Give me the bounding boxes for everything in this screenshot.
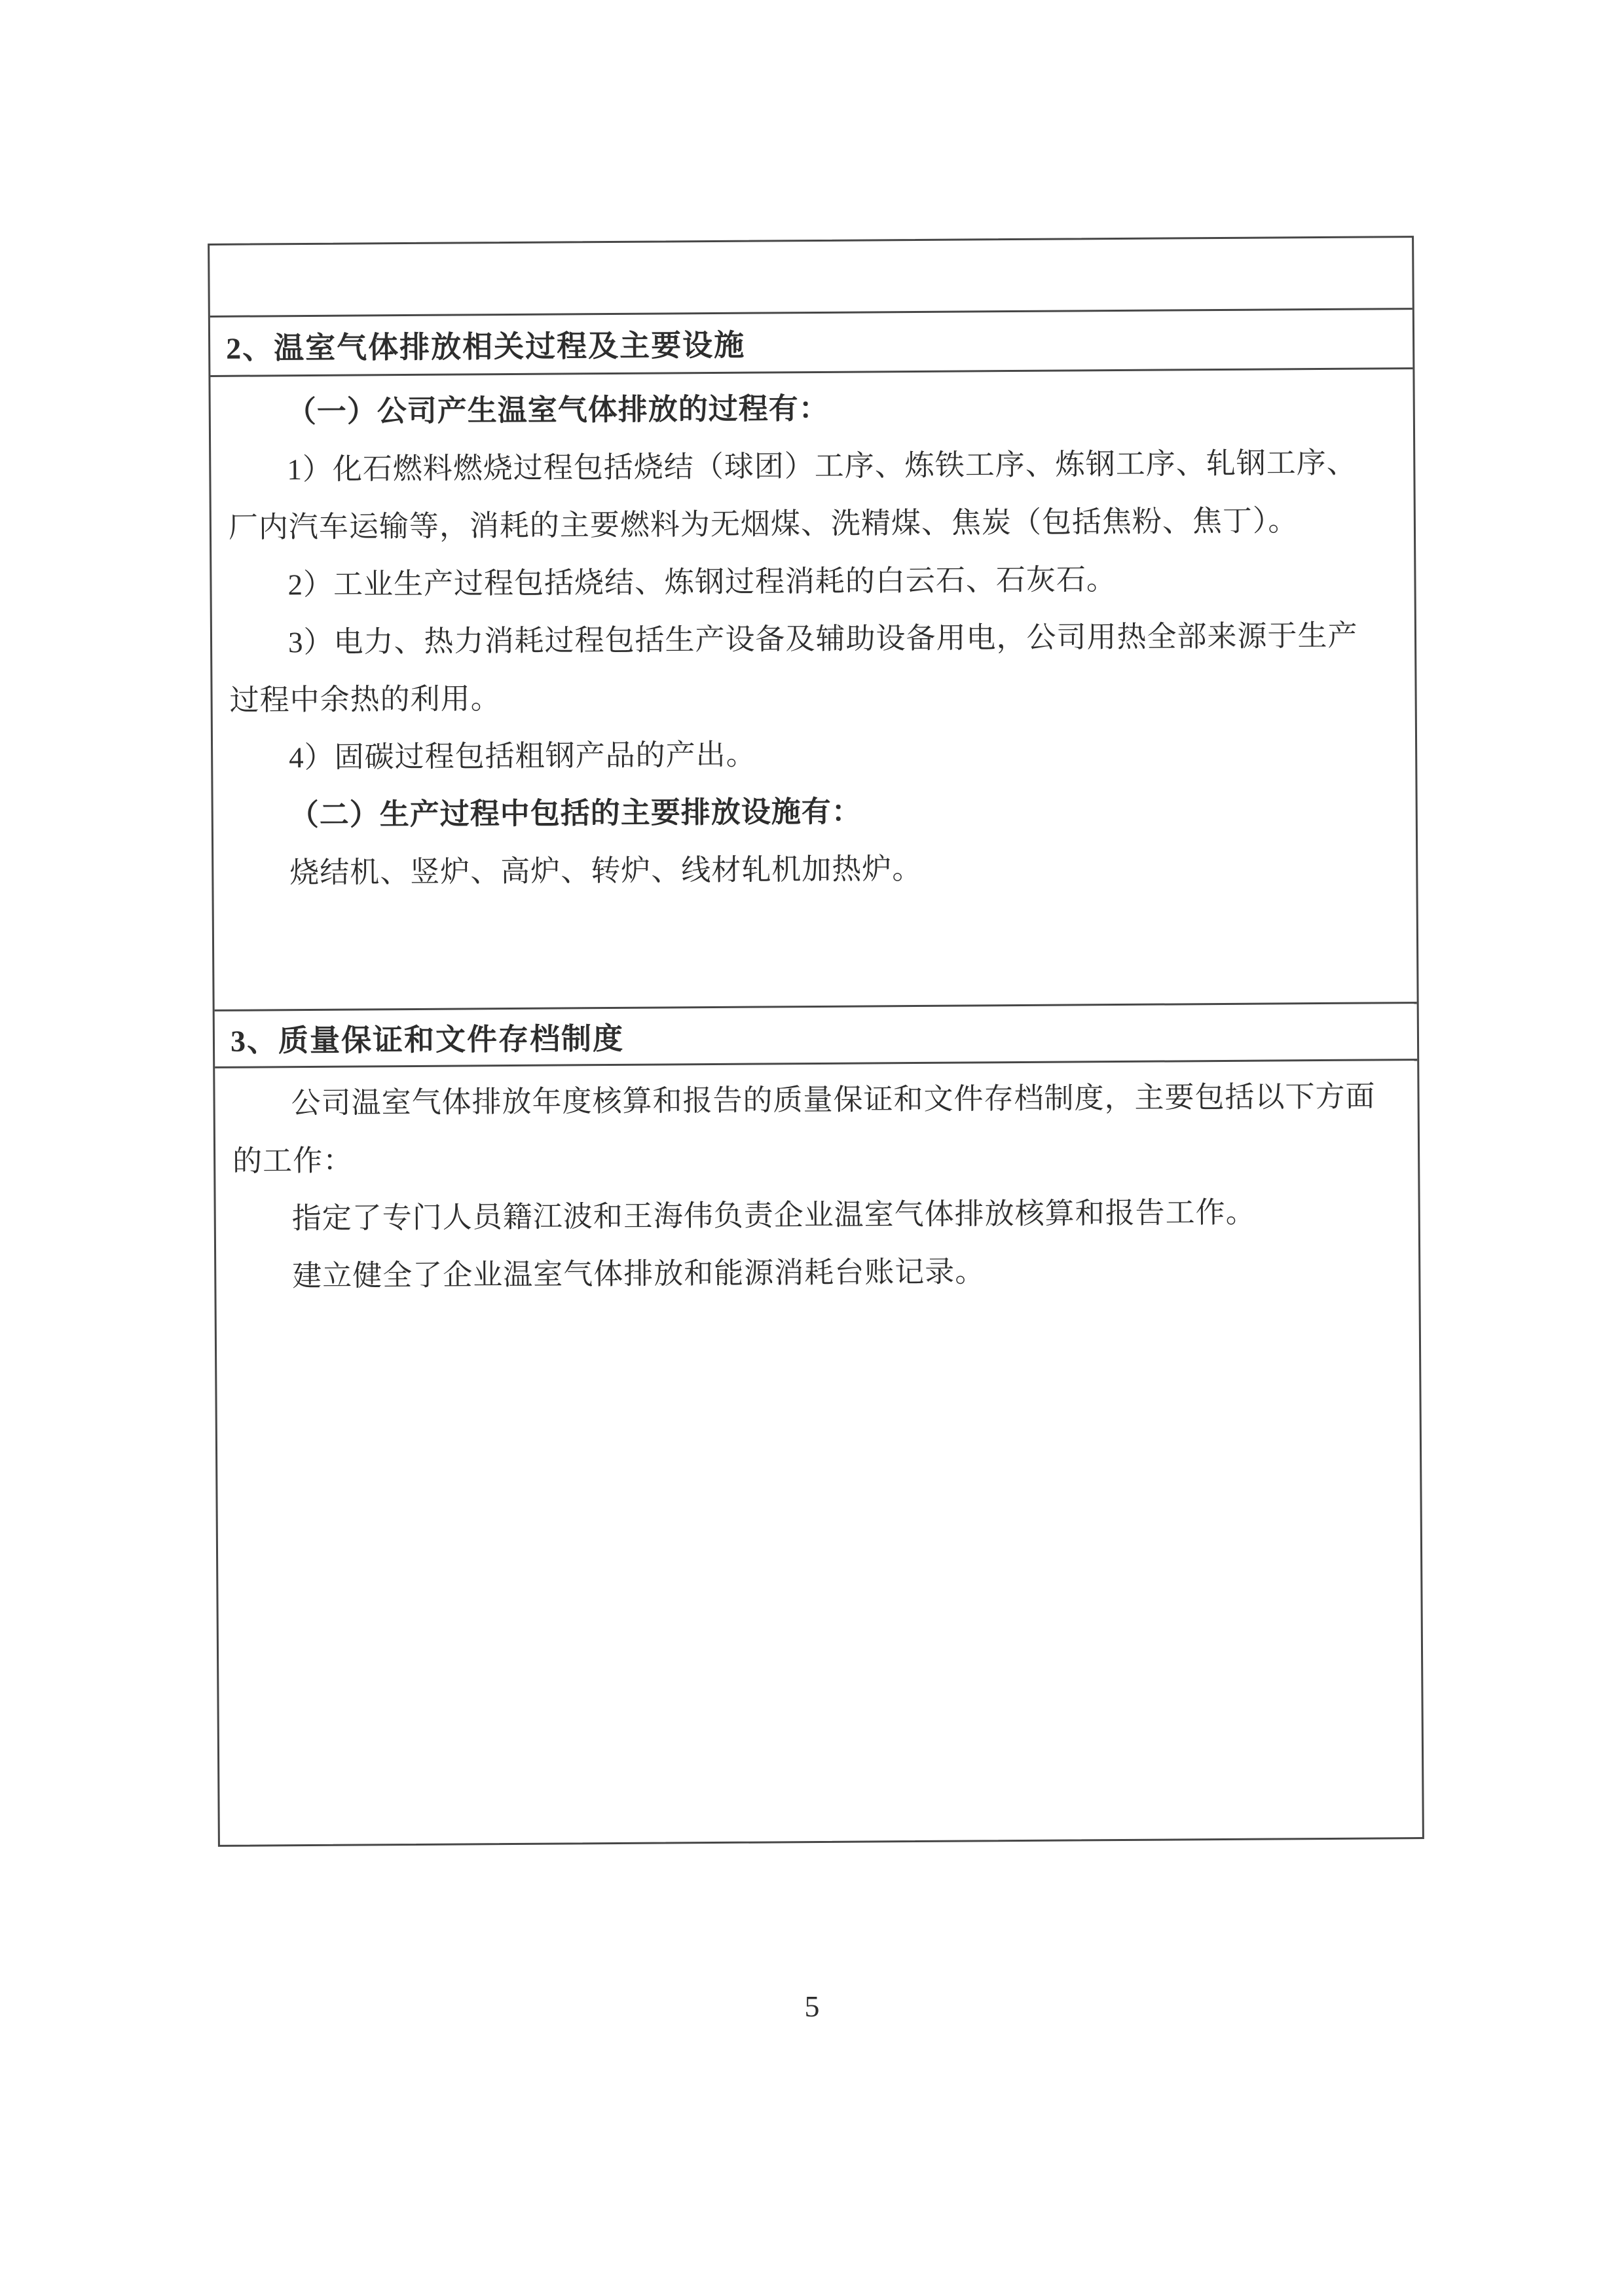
text-line: 过程中余热的利用。: [229, 682, 501, 717]
section3-header: [215, 1004, 1418, 1068]
section2-header: [210, 310, 1413, 377]
section3-header-label: 3、质量保证和文件存档制度: [230, 1021, 625, 1058]
text-line: 1）化石燃料燃烧过程包括烧结（球团）工序、炼铁工序、炼钢工序、轧钢工序、: [287, 446, 1357, 486]
text-line: 厂内汽车运输等，消耗的主要燃料为无烟煤、洗精煤、焦炭（包括焦粉、焦丁）。: [228, 504, 1299, 544]
section2-content-cell: [210, 369, 1416, 1011]
text-line: （二）生产过程中包括的主要排放设施有：: [289, 795, 862, 832]
text-line: 指定了专门人员籍江波和王海伟负责企业温室气体排放核算和报告工作。: [291, 1195, 1256, 1235]
text-line: 的工作：: [232, 1144, 354, 1178]
text-line: 建立健全了企业温室气体排放和能源消耗台账记录。: [292, 1255, 986, 1293]
text-line: 2）工业生产过程包括烧结、炼钢过程消耗的白云石、石灰石。: [287, 563, 1117, 602]
text-line: （一）公司产生温室气体排放的过程有：: [286, 392, 829, 429]
section3-content-cell: [215, 1061, 1422, 1845]
text-line: 3）电力、热力消耗过程包括生产设备及辅助设备用电，公司用热全部来源于生产: [287, 619, 1358, 659]
empty-cell: [210, 238, 1412, 318]
page-number: 5: [804, 1990, 820, 2023]
report-table: [208, 236, 1424, 1847]
section2-header-label: 2、温室气体排放相关过程及主要设施: [225, 328, 746, 365]
text-line: 烧结机、竖炉、高炉、转炉、线材轧机加热炉。: [289, 852, 923, 890]
text-line: 4）固碳过程包括粗钢产品的产出。: [289, 738, 756, 774]
text-line: 公司温室气体排放年度核算和报告的质量保证和文件存档制度，主要包括以下方面: [291, 1080, 1376, 1120]
